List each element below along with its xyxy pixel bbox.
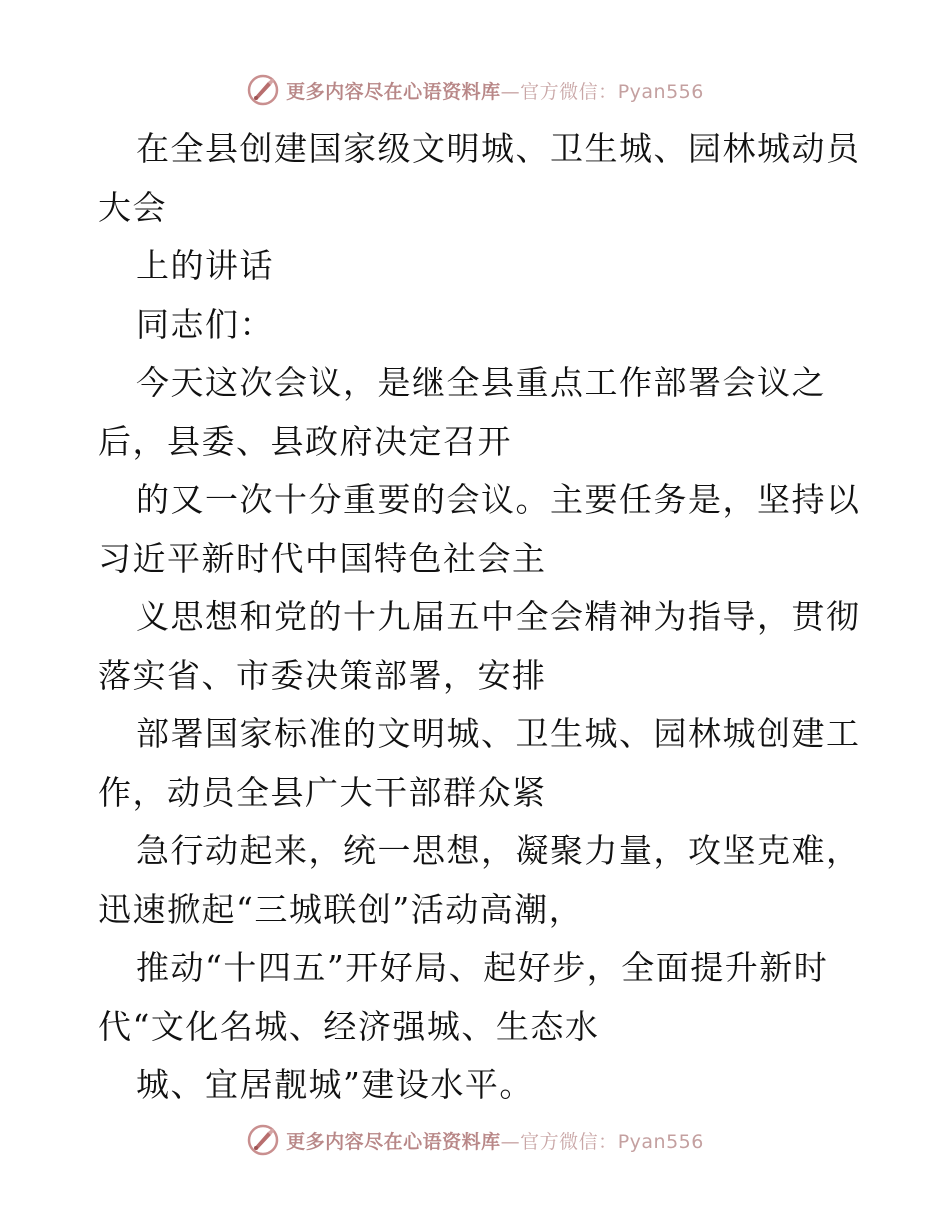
text-line: 落实省、市委决策部署，安排 [98,655,547,695]
text-line: 义思想和党的十九届五中全会精神为指导，贯彻 [136,597,861,636]
quill-pen-logo-icon [246,1123,280,1157]
header-watermark [0,70,950,110]
quill-pen-logo-icon [246,73,280,107]
watermark-wechat-id: Pyan556 [617,80,704,103]
document-body [98,120,861,1115]
text-line: 迅速掀起“三城联创”活动高潮， [98,889,584,929]
text-line: 后，县委、县政府决定召开 [98,421,512,461]
watermark-wechat-label: 官方微信： [520,1130,618,1153]
footer-watermark [0,1120,950,1160]
watermark-dash: — [500,80,521,103]
watermark-wechat-label: 官方微信： [520,80,618,103]
watermark-site-text: 更多内容尽在心语资料库 [286,80,501,103]
text-line: 今天这次会议，是继全县重点工作部署会议之 [136,363,826,402]
text-line: 代“文化名城、经济强城、生态水 [98,1006,600,1046]
text-line: 城、宜居靓城”建设水平。 [136,1065,534,1104]
text-line: 上的讲话 [136,246,274,285]
text-line: 作，动员全县广大干部群众紧 [98,772,547,812]
text-line: 推动“十四五”开好局、起好步，全面提升新时 [136,948,829,987]
text-line: 急行动起来，统一思想，凝聚力量，攻坚克难， [136,831,861,870]
text-line: 大会 [98,187,167,227]
watermark-dash: — [500,1130,521,1153]
text-line: 部署国家标准的文明城、卫生城、园林城创建工 [136,714,861,753]
text-line: 在全县创建国家级文明城、卫生城、园林城动员 [136,129,861,168]
watermark-site-text: 更多内容尽在心语资料库 [286,1130,501,1153]
watermark-wechat-id: Pyan556 [617,1130,704,1153]
text-line: 习近平新时代中国特色社会主 [98,538,547,578]
text-line: 的又一次十分重要的会议。主要任务是，坚持以 [136,480,861,519]
text-line: 同志们： [136,304,274,344]
